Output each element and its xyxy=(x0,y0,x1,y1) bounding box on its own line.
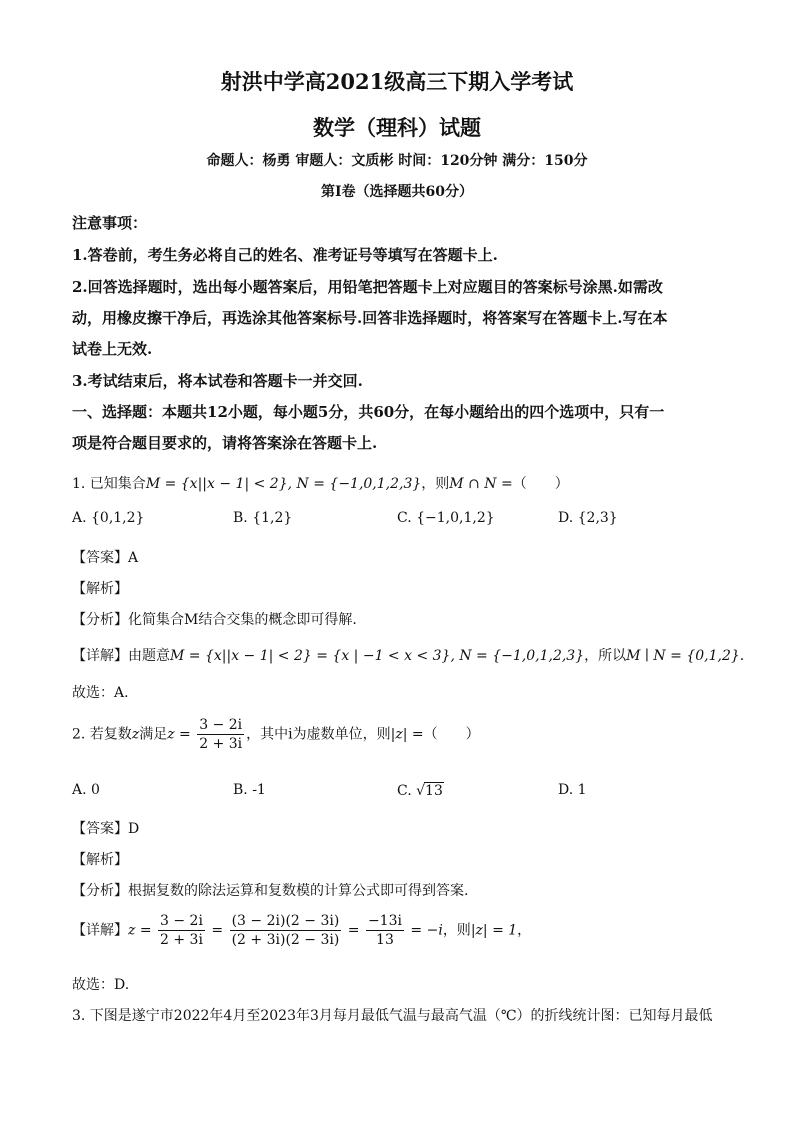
q1-set-n: , N = {−1,0,1,2,3} xyxy=(287,476,422,492)
q2-prefix: 2. 若复数 xyxy=(72,726,132,743)
q2-f2-num: (3 − 2i)(2 − 3i) xyxy=(231,913,340,929)
note-3: 3.考试结束后，将本试卷和答题卡一并交回. xyxy=(72,372,363,390)
q2-paren: （ ） xyxy=(423,726,480,743)
exam-title: 射洪中学高2021级高三下期入学考试 xyxy=(220,69,574,94)
q1-option-b: B. {1,2} xyxy=(233,510,293,526)
q2-f2-den: (2 + 3i)(2 − 3i) xyxy=(231,932,340,948)
q1-fenxi: 【分析】化简集合M结合交集的概念即可得解. xyxy=(72,612,357,628)
question-3: 3. 下图是遂宁市2022年4月至2023年3月每月最低气温与最高气温（℃）的折线统计图：已知每月最低 xyxy=(72,1008,713,1024)
notes-heading: 注意事项： xyxy=(72,214,148,232)
q2-f3-den: 13 xyxy=(376,932,394,948)
q2-detail-fraction-1 xyxy=(158,912,205,949)
q1-option-a: A. {0,1,2} xyxy=(72,510,145,526)
q1-detail-math: M = {x||x − 1| < 2} = {x | −1 < x < 3}, N = {−1,0,1,2,3} xyxy=(170,648,585,664)
q2-f1-num: 3 − 2i xyxy=(160,913,203,929)
q2-denominator: 2 + 3i xyxy=(199,736,243,752)
note-2-line-1: 2.回答选择题时，选出每小题答案后，用铅笔把答题卡上对应题目的答案标号涂黑.如需改 xyxy=(72,278,663,296)
q1-choose: 故选：A. xyxy=(72,685,129,701)
part-1-instructions-line-2: 项是符合题目要求的，请将答案涂在答题卡上. xyxy=(72,434,378,452)
note-2-line-3: 试卷上无效. xyxy=(72,340,153,358)
q1-tail: ，则 xyxy=(421,476,450,492)
q2-f1-den: 2 + 3i xyxy=(160,932,203,948)
note-2-line-2: 动，用橡皮擦干净后，再选涂其他答案标号.回答非选择题时，将答案写在答题卡上.写在本 xyxy=(72,309,668,327)
q2-mid: 满足 xyxy=(139,726,168,743)
q2-analysis-label: 【解析】 xyxy=(72,852,128,868)
q2-fenxi: 【分析】根据复数的除法运算和复数模的计算公式即可得到答案. xyxy=(72,883,469,899)
q2-tail: ，其中i为虚数单位，则 xyxy=(246,726,391,743)
q2-choose: 故选：D. xyxy=(72,977,130,993)
q2-detail-comma: ， xyxy=(517,922,532,939)
q1-expr: M ∩ N = xyxy=(449,476,513,492)
q1-option-c: C. {−1,0,1,2} xyxy=(397,510,495,526)
q2-option-d: D. 1 xyxy=(558,782,587,798)
q2-detail-abs: |z| = 1 xyxy=(470,922,518,939)
question-2 xyxy=(72,716,732,753)
q2-detail-z: z = xyxy=(128,922,152,939)
q1-prefix: 1. 已知集合 xyxy=(72,476,146,492)
q1-set-m: M = {x||x − 1| < 2} xyxy=(145,476,288,492)
q2-detail xyxy=(72,912,732,949)
q2-detail-eq-1: = xyxy=(211,922,224,939)
q2-detail-eq-2: = xyxy=(347,922,360,939)
q2-detail-end: = −i xyxy=(410,922,443,939)
q1-answer: 【答案】A xyxy=(72,550,139,566)
q2-fraction xyxy=(197,716,244,753)
q2-f3-num: −13i xyxy=(367,913,402,929)
q2-option-c xyxy=(397,782,444,799)
section-heading: 第I卷（选择题共60分） xyxy=(320,184,474,200)
q1-option-d: D. {2,3} xyxy=(558,510,618,526)
q2-option-a: A. 0 xyxy=(72,782,100,798)
q2-z: z xyxy=(131,726,140,743)
q1-analysis-label: 【解析】 xyxy=(72,581,128,597)
note-1: 1.答卷前，考生务必将自己的姓名、准考证号等填写在答题卡上. xyxy=(72,246,498,264)
q2-detail-label: 【详解】 xyxy=(72,922,128,939)
exam-meta: 命题人：杨勇 审题人：文质彬 时间：120分钟 满分：150分 xyxy=(206,153,588,169)
part-1-instructions-line-1: 一、选择题：本题共12小题，每小题5分，共60分，在每小题给出的四个选项中，只有一 xyxy=(72,403,665,421)
q1-detail-label: 【详解】由题意 xyxy=(72,648,170,664)
q1-detail xyxy=(72,645,745,665)
q1-detail-end: . xyxy=(739,648,745,664)
q2-detail-fraction-3 xyxy=(366,912,404,949)
sqrt-icon: √ xyxy=(416,783,426,799)
exam-subtitle: 数学（理科）试题 xyxy=(313,115,481,140)
q1-detail-tail: ，所以 xyxy=(584,648,627,664)
q1-detail-result: M ∣ N = {0,1,2} xyxy=(626,648,740,664)
question-1 xyxy=(72,473,732,493)
q2-detail-fraction-2 xyxy=(230,912,342,949)
q1-paren: （ ） xyxy=(512,476,569,492)
q2-option-c-radicand: 13 xyxy=(425,783,443,799)
q2-abs: |z| = xyxy=(390,726,424,743)
q2-zeq: z = xyxy=(167,726,191,743)
q2-numerator: 3 − 2i xyxy=(199,717,243,733)
q2-detail-tail: ，则 xyxy=(442,922,471,939)
q2-answer: 【答案】D xyxy=(72,821,140,837)
q2-option-b: B. -1 xyxy=(233,782,266,798)
q2-option-c-label: C. xyxy=(397,783,412,799)
